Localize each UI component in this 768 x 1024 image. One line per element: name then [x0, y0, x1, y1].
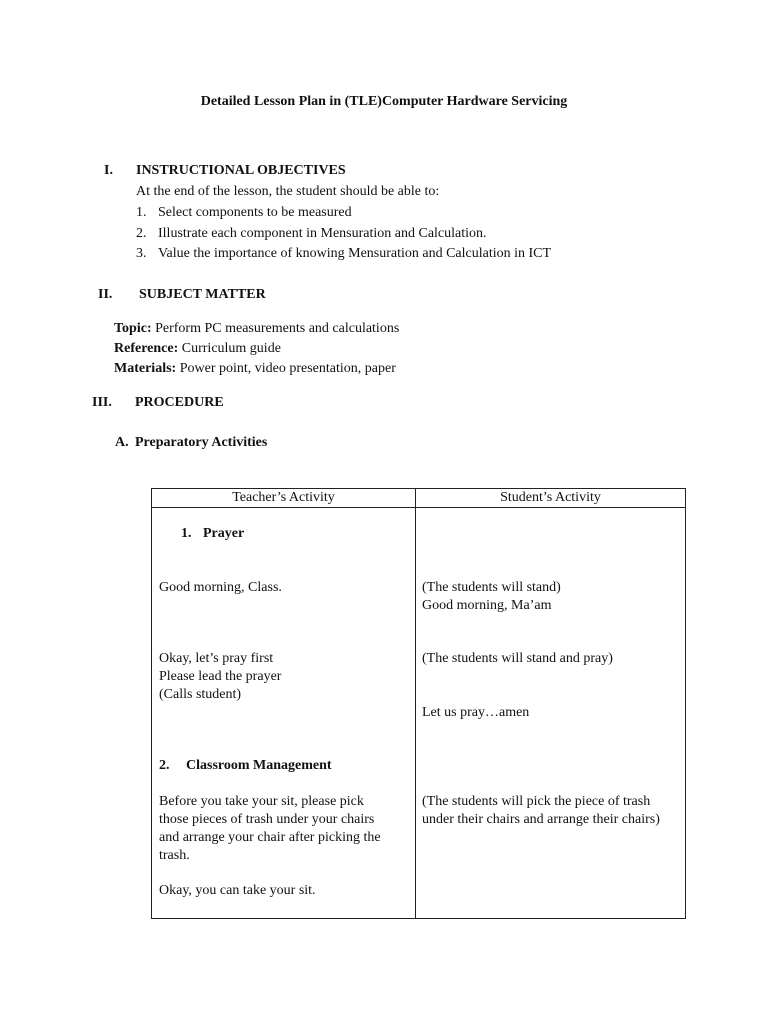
objective-item: Value the importance of knowing Mensuration and Calculation in ICT — [158, 246, 552, 261]
reference-value: Curriculum guide — [181, 341, 281, 356]
objective-item: Select components to be measured — [158, 205, 352, 220]
classroom-management-heading: Classroom Management — [186, 758, 332, 773]
teacher-activity-cell — [152, 508, 416, 919]
student-line: (The students will stand) — [422, 580, 561, 595]
classroom-management-number: 2. — [159, 758, 170, 773]
section-numeral-1: I. — [104, 163, 113, 178]
document-title: Detailed Lesson Plan in (TLE)Computer Hardware Servicing — [200, 94, 568, 109]
teacher-greeting: Good morning, Class. — [159, 580, 282, 595]
objective-number: 3. — [136, 246, 147, 261]
column-header: Student’s Activity — [416, 489, 686, 508]
student-line: (The students will stand and pray) — [422, 651, 613, 666]
student-line: Let us pray…amen — [422, 705, 530, 720]
objectives-heading: INSTRUCTIONAL OBJECTIVES — [136, 163, 346, 178]
table-header-row — [152, 489, 686, 508]
student-line: (The students will pick the piece of trash — [422, 794, 651, 809]
objective-number: 2. — [136, 226, 147, 241]
section-numeral-2: II. — [98, 287, 113, 302]
prayer-number: 1. — [181, 526, 192, 541]
teacher-line: and arrange your chair after picking the — [159, 830, 381, 845]
procedure-heading: PROCEDURE — [135, 395, 224, 410]
materials-label: Materials: — [114, 361, 177, 376]
reference-line — [114, 340, 281, 358]
subject-matter-heading: SUBJECT MATTER — [139, 287, 266, 302]
objective-number: 1. — [136, 205, 147, 220]
teacher-line: Okay, you can take your sit. — [159, 883, 316, 898]
materials-line — [114, 360, 396, 378]
topic-label: Topic: — [114, 321, 152, 336]
preparatory-activities-heading: Preparatory Activities — [135, 435, 268, 450]
teacher-line: (Calls student) — [159, 687, 242, 702]
prayer-heading: Prayer — [203, 526, 245, 541]
topic-value: Perform PC measurements and calculations — [155, 321, 400, 336]
student-activity-cell — [416, 508, 686, 919]
teacher-line: Okay, let’s pray first — [159, 651, 274, 666]
teacher-line: Please lead the prayer — [159, 669, 282, 684]
table-row — [152, 508, 686, 919]
reference-label: Reference: — [114, 341, 179, 356]
column-header: Teacher’s Activity — [152, 489, 416, 508]
teacher-line: those pieces of trash under your chairs — [159, 812, 375, 827]
section-numeral-3: III. — [92, 395, 112, 410]
teacher-line: Before you take your sit, please pick — [159, 794, 364, 809]
student-line: under their chairs and arrange their chairs) — [422, 812, 660, 827]
objective-item: Illustrate each component in Mensuration and Calculation. — [158, 226, 487, 241]
teacher-line: trash. — [159, 848, 190, 863]
subsection-label: A. — [115, 435, 129, 450]
objectives-intro: At the end of the lesson, the student should be able to: — [136, 184, 440, 199]
topic-line — [114, 320, 399, 338]
materials-value: Power point, video presentation, paper — [179, 361, 396, 376]
activity-table — [151, 488, 686, 919]
student-line: Good morning, Ma’am — [422, 598, 552, 613]
